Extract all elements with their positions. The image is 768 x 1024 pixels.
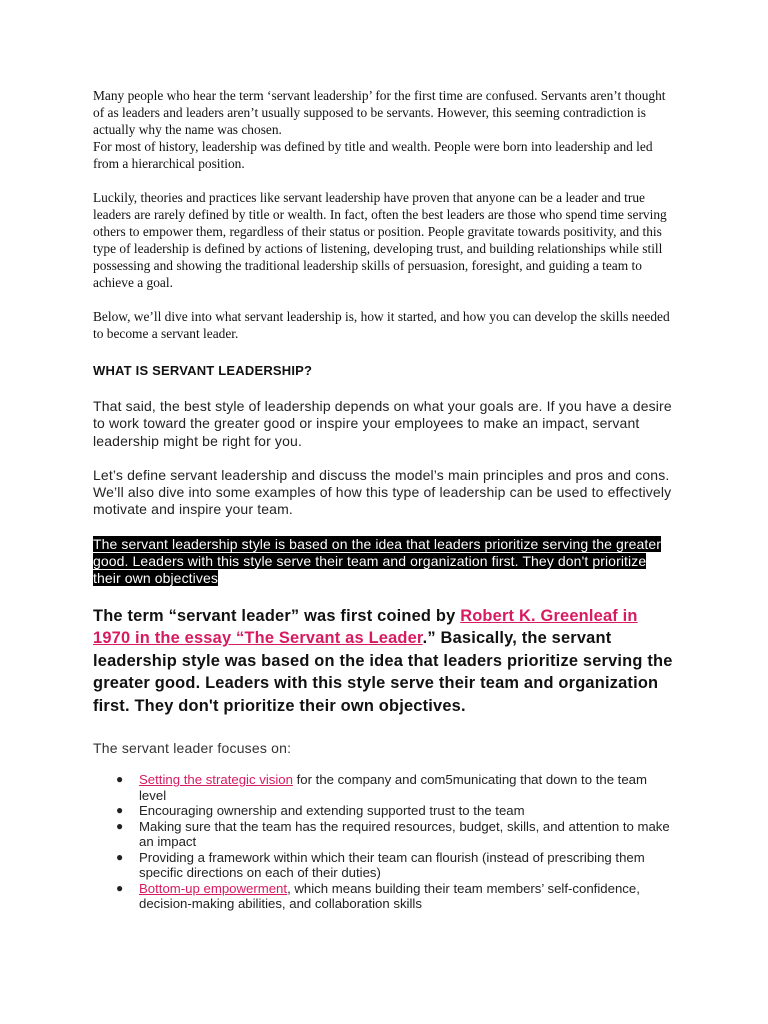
list-item	[93, 819, 676, 850]
section-paragraph-2: Let’s define servant leadership and discuss the model’s main principles and pros and cons. We’ll also dive into some examples of how this type of leadership can be used to effectively motivate and inspire your team.	[93, 466, 672, 518]
greenleaf-essay-link[interactable]: Robert K. Greenleaf in 1970 in the essay “The Servant as Leader	[93, 606, 638, 648]
callout-text-after: .” Basically, the servant leadership style was based on the idea that leaders prioritize serving the greater good. Leaders with this style serve their team and organization first. They don't prioritize their own objectives.	[93, 629, 673, 715]
list-item	[93, 850, 676, 881]
bullet-icon: ●	[116, 849, 124, 864]
intro-paragraph-1: Many people who hear the term ‘servant leadership’ for the first time are confused. Servants aren’t thought of as leaders and leaders aren’t usually supposed to be servants. However, this seeming contradiction is actually why the name was chosen.	[93, 88, 666, 137]
focus-list	[93, 772, 676, 912]
section-paragraph-1: That said, the best style of leadership depends on what your goals are. If you have a desire to work toward the greater good or inspire your employees to make an impact, servant leadership might be right for you.	[93, 398, 672, 449]
document-page	[93, 87, 676, 912]
strategic-vision-link[interactable]: Setting the strategic vision	[139, 772, 293, 788]
list-item-text: for the company and com5municating that down to the team level	[139, 772, 648, 803]
bullet-icon: ●	[116, 880, 124, 895]
callout-text-before: The term “servant leader” was first coined by	[93, 606, 461, 625]
bullet-icon: ●	[116, 772, 124, 787]
bullet-icon: ●	[116, 803, 124, 818]
list-item-text: , which means building their team members’ self-confidence, decision-making abilities, and collaboration skills	[139, 880, 640, 912]
list-item	[93, 881, 676, 912]
list-item	[93, 772, 676, 803]
list-item-text: Providing a framework within which their team can flourish (instead of prescribing them specific directions on each of their duties)	[139, 849, 645, 881]
list-intro: The servant leader focuses on:	[93, 740, 292, 757]
section-heading: WHAT IS SERVANT LEADERSHIP?	[93, 363, 313, 378]
intro-section	[93, 87, 676, 342]
list-item-text: Making sure that the team has the required resources, budget, skills, and attention to make an impact	[139, 818, 670, 850]
callout-paragraph	[93, 605, 676, 718]
highlighted-text: The servant leadership style is based on the idea that leaders prioritize serving the greater good. Leaders with this style serve their team and organization first. They don't prioritize their own objectives	[93, 535, 662, 586]
highlighted-quote	[93, 536, 676, 587]
intro-paragraph-2: For most of history, leadership was defined by title and wealth. People were born into leadership and led from a hierarchical position.	[93, 139, 653, 171]
list-item	[93, 803, 676, 819]
intro-paragraph-4: Below, we’ll dive into what servant leadership is, how it started, and how you can develop the skills needed to become a servant leader.	[93, 309, 670, 341]
bullet-icon: ●	[116, 818, 124, 833]
intro-paragraph-3: Luckily, theories and practices like servant leadership have proven that anyone can be a leader and true leaders are rarely defined by title or wealth. In fact, often the best leaders are those who spend time serving others to empower them, regardless of their status or position. People gravitate towards positivity, and this type of leadership is defined by actions of listening, developing trust, and building relationships while still possessing and showing the traditional leadership skills of persuasion, foresight, and guiding a team to achieve a goal.	[93, 190, 667, 290]
list-item-text: Encouraging ownership and extending supported trust to the team	[139, 803, 525, 819]
bottom-up-empowerment-link[interactable]: Bottom-up empowerment	[139, 880, 288, 896]
